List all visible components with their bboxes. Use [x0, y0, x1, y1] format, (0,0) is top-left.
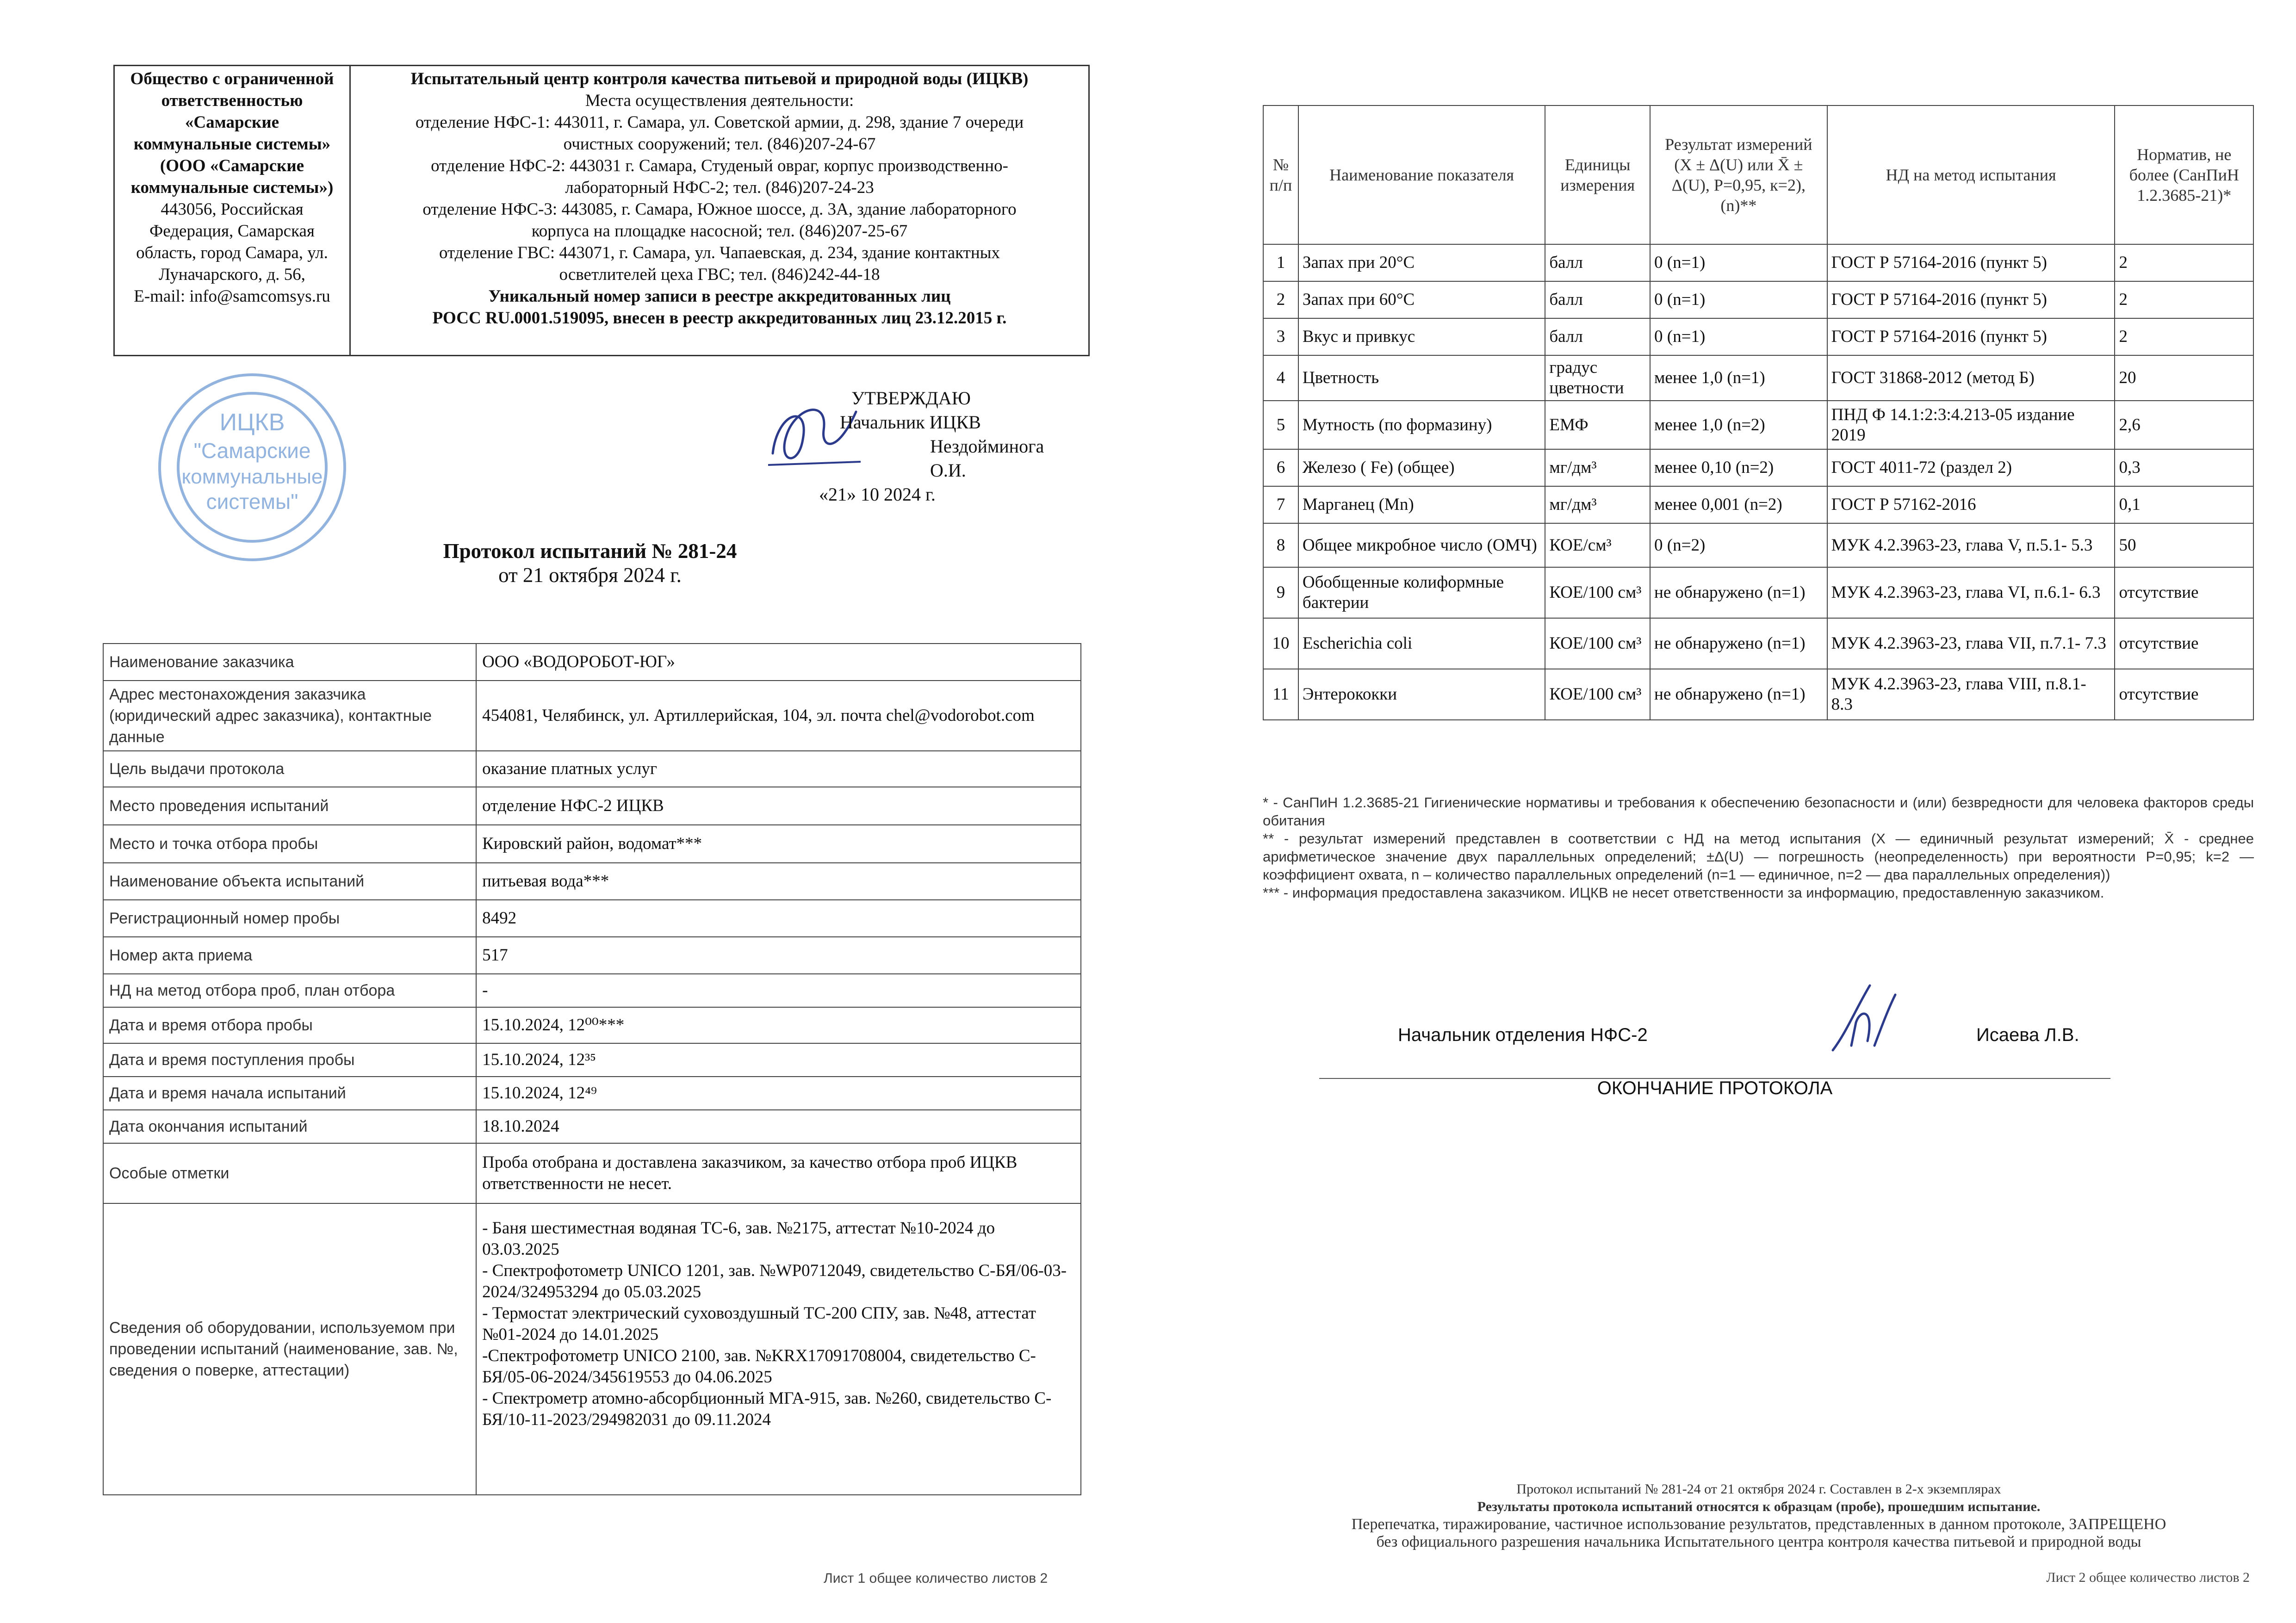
- test-method: МУК 4.2.3963-23, глава VII, п.7.1- 7.3: [1827, 618, 2115, 669]
- test-method: ГОСТ Р 57164-2016 (пункт 5): [1827, 244, 2115, 281]
- table-row: [103, 900, 1081, 937]
- indicator-name: Мутность (по формазину): [1298, 401, 1545, 449]
- table-row: [103, 787, 1081, 825]
- org-name-line: ответственностью: [161, 91, 303, 110]
- approve-role: Начальник ИЦКВ: [840, 412, 981, 433]
- row-label: Наименование объекта испытаний: [103, 863, 476, 900]
- lab-info-line: отделение НФС-1: 443011, г. Самара, ул. Советской армии, д. 298, здание 7 очереди: [415, 113, 1024, 132]
- unit: мг/дм³: [1545, 486, 1650, 523]
- indicator-name: Escherichia coli: [1298, 618, 1545, 669]
- row-number: 6: [1263, 449, 1298, 486]
- row-label: Дата и время начала испытаний: [103, 1077, 476, 1110]
- row-label: Наименование заказчика: [103, 644, 476, 681]
- norm-value: 2: [2115, 281, 2253, 318]
- unit: мг/дм³: [1545, 449, 1650, 486]
- norm-value: 2: [2115, 318, 2253, 355]
- table-row: [1263, 449, 2253, 486]
- row-label: Дата и время отбора пробы: [103, 1007, 476, 1043]
- test-method: ПНД Ф 14.1:2:3:4.213-05 издание 2019: [1827, 401, 2115, 449]
- table-row: [103, 1007, 1081, 1043]
- row-label: НД на метод отбора проб, план отбора: [103, 974, 476, 1007]
- indicator-name: Марганец (Mn): [1298, 486, 1545, 523]
- lab-info-line: лабораторный НФС-2; тел. (846)207-24-23: [565, 178, 874, 197]
- approve-name: Нездойминога О.И.: [930, 436, 1044, 481]
- col-header-number: № п/п: [1263, 105, 1298, 244]
- table-row: [1263, 618, 2253, 669]
- row-value: 15.10.2024, 12³⁵: [476, 1043, 1081, 1077]
- row-number: 10: [1263, 618, 1298, 669]
- results-body: [1263, 244, 2253, 720]
- unit: градус цветности: [1545, 355, 1650, 401]
- measured-result: 0 (n=1): [1650, 244, 1827, 281]
- sheet-number: Лист 2 общее количество листов 2: [2046, 1570, 2250, 1585]
- row-value: 15.10.2024, 12⁴⁹: [476, 1077, 1081, 1110]
- measured-result: 0 (n=2): [1650, 523, 1827, 567]
- measured-result: не обнаружено (n=1): [1650, 669, 1827, 720]
- row-label: Особые отметки: [103, 1143, 476, 1203]
- row-value: 8492: [476, 900, 1081, 937]
- end-of-protocol: ОКОНЧАНИЕ ПРОТОКОЛА: [1597, 1078, 1833, 1098]
- head-signature: [1819, 976, 1902, 1059]
- results-table: [1263, 105, 2254, 720]
- table-row: [103, 863, 1081, 900]
- test-method: ГОСТ Р 57164-2016 (пункт 5): [1827, 318, 2115, 355]
- table-row: [103, 1203, 1081, 1495]
- table-row: [103, 751, 1081, 787]
- org-name-line: (ООО «Самарские: [160, 156, 304, 175]
- row-number: 1: [1263, 244, 1298, 281]
- table-row: [1263, 669, 2253, 720]
- header-box: [113, 65, 1090, 356]
- table-row: [1263, 355, 2253, 401]
- approval-block: [750, 386, 1083, 507]
- sheet-number: Лист 1 общее количество листов 2: [824, 1571, 1048, 1586]
- org-address-line: Федерация, Самарская: [149, 222, 315, 241]
- equipment-item: - Спектрометр атомно-абсорбционный МГА-915, зав. №260, свидетельство С-БЯ/10-11-2023/294982031 до 09.11.2024: [482, 1389, 1052, 1429]
- row-number: 3: [1263, 318, 1298, 355]
- sheet-2: [1148, 0, 2296, 1623]
- registry-line: Уникальный номер записи в реестре аккредитованных лиц: [488, 287, 951, 306]
- org-address-line: Луначарского, д. 56,: [159, 265, 305, 284]
- equipment-list: [476, 1203, 1081, 1495]
- indicator-name: Энтерококки: [1298, 669, 1545, 720]
- org-cell: [115, 66, 351, 355]
- table-row: [103, 825, 1081, 863]
- lab-info-line: отделение НФС-2: 443031 г. Самара, Студеный овраг, корпус производственно-: [431, 156, 1008, 175]
- indicator-name: Запах при 20°C: [1298, 244, 1545, 281]
- registry-line: РОСС RU.0001.519095, внесен в реестр аккредитованных лиц 23.12.2015 г.: [432, 309, 1007, 328]
- footnote: * - СанПиН 1.2.3685-21 Гигиенические нормативы и требования к обеспечению безопасности и (или) безвредности для человека факторов среды обитания: [1263, 794, 2254, 829]
- table-row: [103, 937, 1081, 974]
- row-value: 517: [476, 937, 1081, 974]
- unit: КОЕ/100 см³: [1545, 618, 1650, 669]
- table-row: [1263, 281, 2253, 318]
- equipment-item: -Спектрофотометр UNICO 2100, зав. №KRX17091708004, свидетельство С-БЯ/05-06-2024/345619553 до 04.06.2025: [482, 1346, 1036, 1387]
- lab-info-line: отделение НФС-3: 443085, г. Самара, Южное шоссе, д. 3А, здание лабораторного: [422, 200, 1017, 219]
- footer-line: Протокол испытаний № 281-24 от 21 октября 2024 г. Составлен в 2-х экземплярах: [1516, 1481, 2001, 1497]
- norm-value: отсутствие: [2115, 669, 2253, 720]
- measured-result: не обнаружено (n=1): [1650, 567, 1827, 618]
- test-method: ГОСТ 31868-2012 (метод Б): [1827, 355, 2115, 401]
- table-row: [1263, 318, 2253, 355]
- table-row: [103, 1077, 1081, 1110]
- norm-value: 0,1: [2115, 486, 2253, 523]
- table-header-row: [1263, 105, 2253, 244]
- measured-result: 0 (n=1): [1650, 318, 1827, 355]
- org-email: E-mail: info@samcomsys.ru: [134, 287, 330, 306]
- lab-info-line: Места осуществления деятельности:: [585, 91, 854, 110]
- row-label: Дата и время поступления пробы: [103, 1043, 476, 1077]
- sample-info-table: [103, 643, 1081, 1495]
- unit: ЕМФ: [1545, 401, 1650, 449]
- row-value: 15.10.2024, 12⁰⁰***: [476, 1007, 1081, 1043]
- table-row: [1263, 486, 2253, 523]
- measured-result: 0 (n=1): [1650, 281, 1827, 318]
- indicator-name: Запах при 60°C: [1298, 281, 1545, 318]
- measured-result: не обнаружено (n=1): [1650, 618, 1827, 669]
- norm-value: 50: [2115, 523, 2253, 567]
- signoff-role: Начальник отделения НФС-2: [1398, 1025, 1648, 1045]
- table-row: [1263, 567, 2253, 618]
- col-header-result: Результат измерений (X ± Δ(U) или X̄ ± Δ(U), P=0,95, к=2), (n)**: [1650, 105, 1827, 244]
- org-address-line: область, город Самара, ул.: [136, 243, 328, 262]
- document-footer: [1259, 1481, 2259, 1551]
- approve-title: УТВЕРЖДАЮ: [851, 388, 971, 409]
- table-row: [103, 1110, 1081, 1143]
- equipment-label: Сведения об оборудовании, используемом при проведении испытаний (наименование, зав. №, сведения о поверке, аттестации): [103, 1203, 476, 1495]
- col-header-method: НД на метод испытания: [1827, 105, 2115, 244]
- row-value: -: [476, 974, 1081, 1007]
- table-row: [103, 681, 1081, 751]
- stamp-text-line: ИЦКВ: [219, 409, 285, 436]
- norm-value: 2: [2115, 244, 2253, 281]
- approve-date: «21» 10 2024 г.: [819, 484, 936, 505]
- table-row: [103, 644, 1081, 681]
- row-number: 8: [1263, 523, 1298, 567]
- row-number: 4: [1263, 355, 1298, 401]
- norm-value: 2,6: [2115, 401, 2253, 449]
- lab-info-cell: [351, 66, 1088, 355]
- footnotes: [1263, 793, 2254, 902]
- protocol-heading: [324, 539, 856, 587]
- equipment-item: - Термостат электрический суховоздушный ТС-200 СПУ, зав. №48, аттестат №01-2024 до 14.01.2025: [482, 1304, 1036, 1344]
- test-method: ГОСТ 4011-72 (раздел 2): [1827, 449, 2115, 486]
- row-number: 7: [1263, 486, 1298, 523]
- unit: балл: [1545, 244, 1650, 281]
- protocol-date: от 21 октября 2024 г.: [498, 564, 682, 587]
- lab-info-line: отделение ГВС: 443071, г. Самара, ул. Чапаевская, д. 234, здание контактных: [439, 243, 1000, 262]
- protocol-title: Протокол испытаний № 281-24: [443, 539, 737, 563]
- footnote: *** - информация предоставлена заказчиком. ИЦКВ не несет ответственности за информацию, предоставленную заказчиком.: [1263, 885, 2104, 901]
- row-value: питьевая вода***: [476, 863, 1081, 900]
- footnote: ** - результат измерений представлен в соответствии с НД на метод испытания (X — единичный результат измерений; X̄ - среднее арифметическое значение двух параллельных определений; ±Δ(U) — погрешность (неопределенность) при вероятности P=0,95; k=2 — коэффициент охвата, n – количество параллельных определений (n=1 — единичное, n=2 — два параллельных определения)): [1263, 830, 2254, 883]
- lab-info-line: очистных сооружений; тел. (846)207-24-67: [563, 135, 876, 154]
- test-method: МУК 4.2.3963-23, глава V, п.5.1- 5.3: [1827, 523, 2115, 567]
- table-row: [1263, 401, 2253, 449]
- table-row: [103, 974, 1081, 1007]
- signoff-name: Исаева Л.В.: [1976, 1025, 2079, 1045]
- test-method: ГОСТ Р 57164-2016 (пункт 5): [1827, 281, 2115, 318]
- col-header-name: Наименование показателя: [1298, 105, 1545, 244]
- stamp-text-line: коммунальные: [181, 465, 323, 488]
- unit: КОЕ/100 см³: [1545, 669, 1650, 720]
- row-value: отделение НФС-2 ИЦКВ: [476, 787, 1081, 825]
- col-header-unit: Единицы измерения: [1545, 105, 1650, 244]
- row-label: Номер акта приема: [103, 937, 476, 974]
- org-name-line: Общество с ограниченной: [130, 69, 334, 88]
- row-label: Место проведения испытаний: [103, 787, 476, 825]
- row-number: 5: [1263, 401, 1298, 449]
- test-method: МУК 4.2.3963-23, глава VIII, п.8.1- 8.3: [1827, 669, 2115, 720]
- indicator-name: Обобщенные колиформные бактерии: [1298, 567, 1545, 618]
- measured-result: менее 0,001 (n=2): [1650, 486, 1827, 523]
- org-address-line: 443056, Российская: [161, 200, 304, 219]
- row-label: Регистрационный номер пробы: [103, 900, 476, 937]
- row-label: Цель выдачи протокола: [103, 751, 476, 787]
- row-value: Кировский район, водомат***: [476, 825, 1081, 863]
- norm-value: 0,3: [2115, 449, 2253, 486]
- unit: КОЕ/см³: [1545, 523, 1650, 567]
- lab-info-line: осветлителей цеха ГВС; тел. (846)242-44-18: [559, 265, 880, 284]
- unit: балл: [1545, 281, 1650, 318]
- indicator-name: Общее микробное число (ОМЧ): [1298, 523, 1545, 567]
- row-value: оказание платных услуг: [476, 751, 1081, 787]
- stamp-text-line: "Самарские: [193, 439, 311, 463]
- row-label: Дата окончания испытаний: [103, 1110, 476, 1143]
- row-value: ООО «ВОДОРОБОТ-ЮГ»: [476, 644, 1081, 681]
- footer-line: без официального разрешения начальника Испытательного центра контроля качества питьевой и природной воды: [1376, 1533, 2141, 1550]
- equipment-item: - Спектрофотометр UNICO 1201, зав. №WP0712049, свидетельство С-БЯ/06-03-2024/324953294 до 05.03.2025: [482, 1261, 1067, 1301]
- row-value: Проба отобрана и доставлена заказчиком, за качество отбора проб ИЦКВ ответственности не несет.: [476, 1143, 1081, 1203]
- row-label: Адрес местонахождения заказчика (юридический адрес заказчика), контактные данные: [103, 681, 476, 751]
- row-number: 11: [1263, 669, 1298, 720]
- unit: КОЕ/100 см³: [1545, 567, 1650, 618]
- indicator-name: Цветность: [1298, 355, 1545, 401]
- org-name-line: коммунальные системы»): [130, 178, 334, 197]
- table-row: [103, 1143, 1081, 1203]
- indicator-name: Железо ( Fe) (общее): [1298, 449, 1545, 486]
- test-method: ГОСТ Р 57162-2016: [1827, 486, 2115, 523]
- measured-result: менее 1,0 (n=2): [1650, 401, 1827, 449]
- table-row: [103, 1043, 1081, 1077]
- norm-value: 20: [2115, 355, 2253, 401]
- lab-info-line: корпуса на площадке насосной; тел. (846)207-25-67: [531, 222, 908, 241]
- footer-line: Перепечатка, тиражирование, частичное использование результатов, представленных в данном протоколе, ЗАПРЕЩЕНО: [1351, 1516, 2166, 1533]
- test-method: МУК 4.2.3963-23, глава VI, п.6.1- 6.3: [1827, 567, 2115, 618]
- col-header-norm: Норматив, не более (СанПиН 1.2.3685-21)*: [2115, 105, 2253, 244]
- footer-line: Результаты протокола испытаний относятся к образцам (пробе), прошедшим испытание.: [1477, 1499, 2041, 1514]
- row-number: 2: [1263, 281, 1298, 318]
- equipment-item: - Баня шестиместная водяная ТС-6, зав. №2175, аттестат №10-2024 до 03.03.2025: [482, 1219, 995, 1259]
- table-row: [1263, 244, 2253, 281]
- org-name-line: коммунальные системы»: [133, 135, 331, 154]
- stamp-seal: [155, 370, 349, 564]
- row-number: 9: [1263, 567, 1298, 618]
- norm-value: отсутствие: [2115, 618, 2253, 669]
- row-value: 18.10.2024: [476, 1110, 1081, 1143]
- unit: балл: [1545, 318, 1650, 355]
- org-name-line: «Самарские: [185, 113, 279, 132]
- indicator-name: Вкус и привкус: [1298, 318, 1545, 355]
- row-value: 454081, Челябинск, ул. Артиллерийская, 104, эл. почта chel@vodorobot.com: [476, 681, 1081, 751]
- measured-result: менее 1,0 (n=1): [1650, 355, 1827, 401]
- table-row: [1263, 523, 2253, 567]
- row-label: Место и точка отбора пробы: [103, 825, 476, 863]
- stamp-text-line: системы": [206, 489, 298, 514]
- measured-result: менее 0,10 (n=2): [1650, 449, 1827, 486]
- lab-title: Испытательный центр контроля качества питьевой и природной воды (ИЦКВ): [410, 69, 1029, 88]
- norm-value: отсутствие: [2115, 567, 2253, 618]
